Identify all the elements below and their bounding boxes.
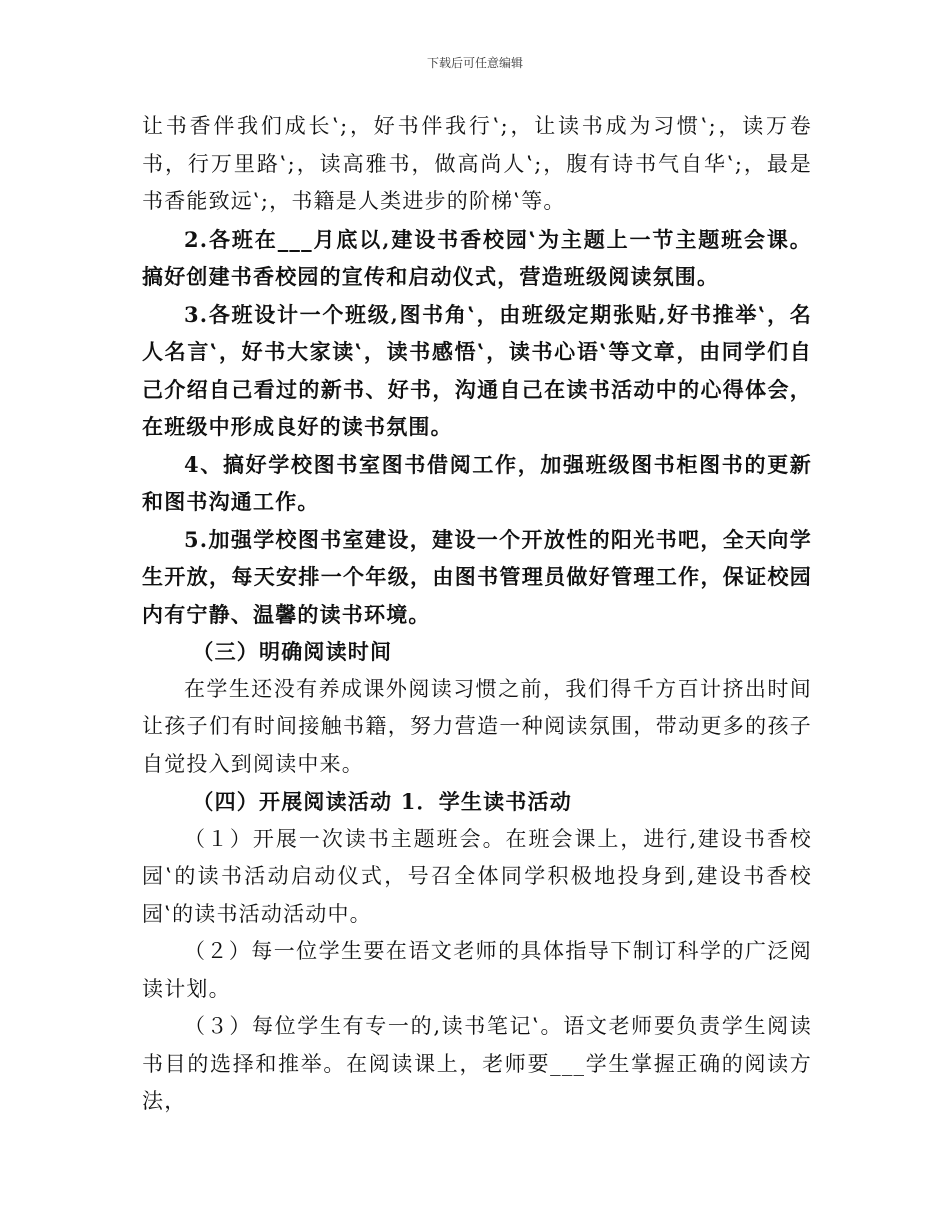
paragraph-item-3: 3.各班设计一个班级‚图书角‛，由班级定期张贴‚好书推举‛，名人名言‛，好书大家读‛，读书感悟‛，读书心语‛等文章，由同学们自己介绍自己看过的新书、好书，沟通自己在读书活动中的心得体会，在班级中形成良好的读书氛围。: [142, 301, 812, 439]
paragraph-item-2: 2.各班在___月底以‚建设书香校园‛为主题上一节主题班会课。搞好创建书香校园的宣传和启动仪式，营造班级阅读氛围。: [142, 226, 812, 289]
paragraph-reading-time: 在学生还没有养成课外阅读习惯之前，我们得千方百计挤出时间让孩子们有时间接触书籍，努力营造一种阅读氛围，带动更多的孩子自觉投入到阅读中来。: [142, 676, 812, 776]
paragraph-activity-1: （１）开展一次读书主题班会。在班会课上，进行‚建设书香校园‛的读书活动启动仪式，号召全体同学积极地投身到‚建设书香校园‛的读书活动活动中。: [142, 826, 812, 926]
paragraph-item-4: 4、搞好学校图书室图书借阅工作，加强班级图书柜图书的更新和图书沟通工作。: [142, 451, 812, 514]
paragraph-activity-2: （２）每一位学生要在语文老师的具体指导下制订科学的广泛阅读计划。: [142, 939, 812, 1001]
page-header: 下载后可任意编辑: [426, 56, 523, 70]
paragraph-slogans: 让书香伴我们成长‛;，好书伴我行‛;，让读书成为习惯‛;，读万卷书，行万里路‛;，读高雅书，做高尚人‛;，腹有诗书气自华‛;，最是书香能致远‛;，书籍是人类进步的阶梯‛等。: [142, 114, 812, 213]
paragraph-item-5: 5.加强学校图书室建设，建设一个开放性的阳光书吧，全天向学生开放，每天安排一个年级，由图书管理员做好管理工作，保证校园内有宁静、温馨的读书环境。: [142, 526, 812, 627]
document-body: [142, 108, 812, 1121]
paragraph-activity-3: （３）每位学生有专一的‚读书笔记‛。语文老师要负责学生阅读书目的选择和推举。在阅读课上，老师要___学生掌握正确的阅读方法，: [142, 1014, 812, 1113]
section-heading-3: （三）明确阅读时间: [192, 639, 393, 664]
section-heading-4: （四）开展阅读活动 1．学生读书活动: [192, 789, 572, 814]
